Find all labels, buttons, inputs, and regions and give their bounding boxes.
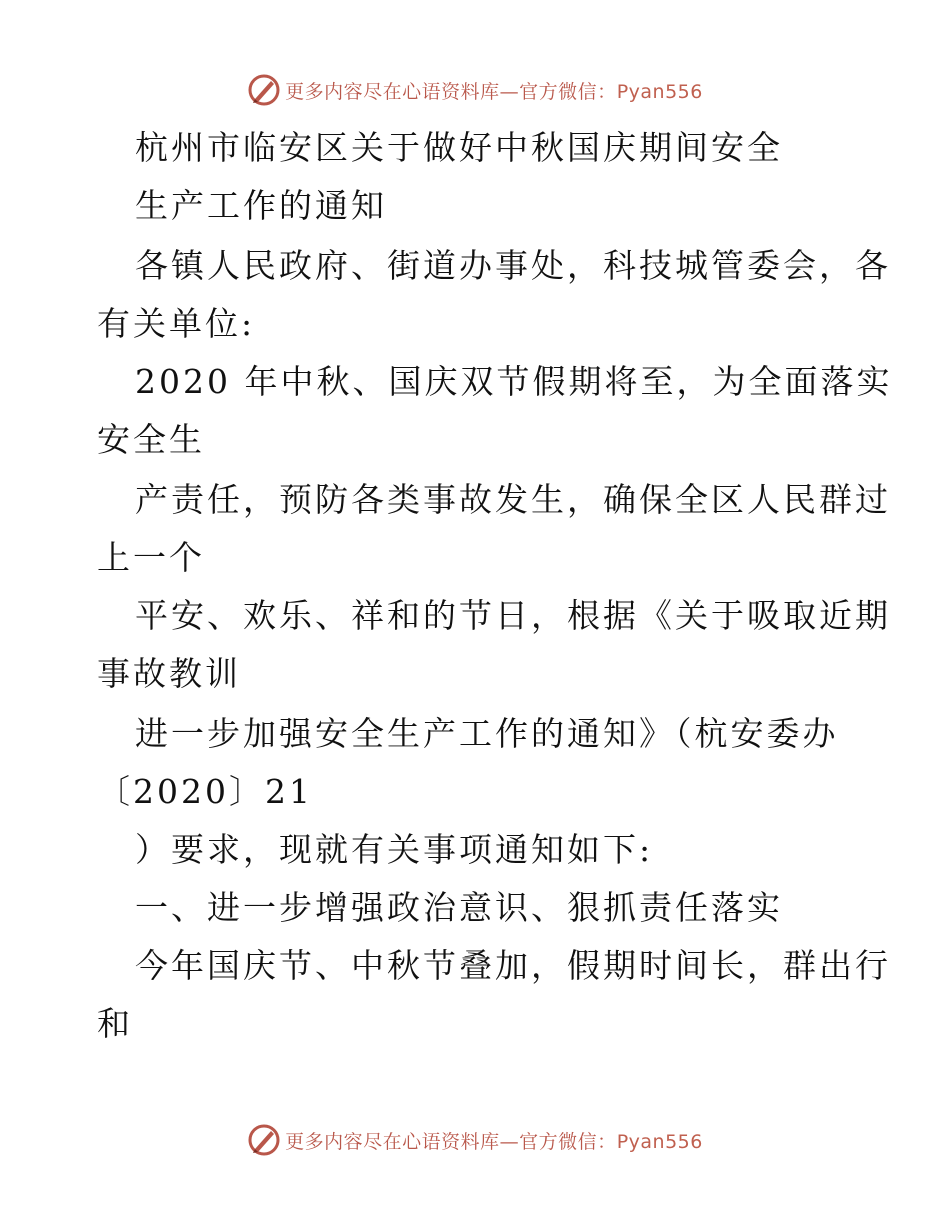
watermark-dash: — [499, 1130, 520, 1153]
text-line: 产责任，预防各类事故发生，确保全区人民群过 [135, 480, 891, 519]
text-line: 事故教训 [97, 654, 241, 693]
title-line-1: 杭州市临安区关于做好中秋国庆期间安全 [135, 128, 783, 167]
section-heading: 一、进一步增强政治意识、狠抓责任落实 [135, 888, 783, 927]
text-line: 平安、欢乐、祥和的节日，根据《关于吸取近期 [135, 596, 891, 635]
text-line: 进一步加强安全生产工作的通知》（杭安委办 [135, 714, 839, 753]
watermark-label: 官方微信： [519, 80, 617, 103]
title-line-2: 生产工作的通知 [135, 186, 387, 225]
watermark-label: 官方微信： [519, 1130, 617, 1153]
text-line: 〔2020〕21 [97, 772, 313, 811]
text-line: 安全生 [97, 420, 205, 459]
text-line: 上一个 [97, 538, 205, 577]
text-line: 各镇人民政府、街道办事处，科技城管委会，各 [135, 246, 891, 285]
text-line: ）要求，现就有关事项通知如下: [135, 830, 654, 869]
text-line: 2020 年中秋、国庆双节假期将至，为全面落实 [135, 362, 893, 401]
footer-watermark [0, 1120, 950, 1160]
text-line: 和 [97, 1004, 133, 1043]
watermark-brand: 更多内容尽在心语资料库 [285, 1130, 500, 1153]
pen-logo-icon [247, 1123, 281, 1157]
text-line: 今年国庆节、中秋节叠加，假期时间长，群出行 [135, 946, 891, 985]
watermark-text [285, 1127, 703, 1154]
text-line: 有关单位: [97, 304, 256, 343]
watermark-id: Pyan556 [616, 1130, 703, 1153]
watermark-id: Pyan556 [616, 80, 703, 103]
watermark-dash: — [499, 80, 520, 103]
watermark-brand: 更多内容尽在心语资料库 [285, 80, 500, 103]
